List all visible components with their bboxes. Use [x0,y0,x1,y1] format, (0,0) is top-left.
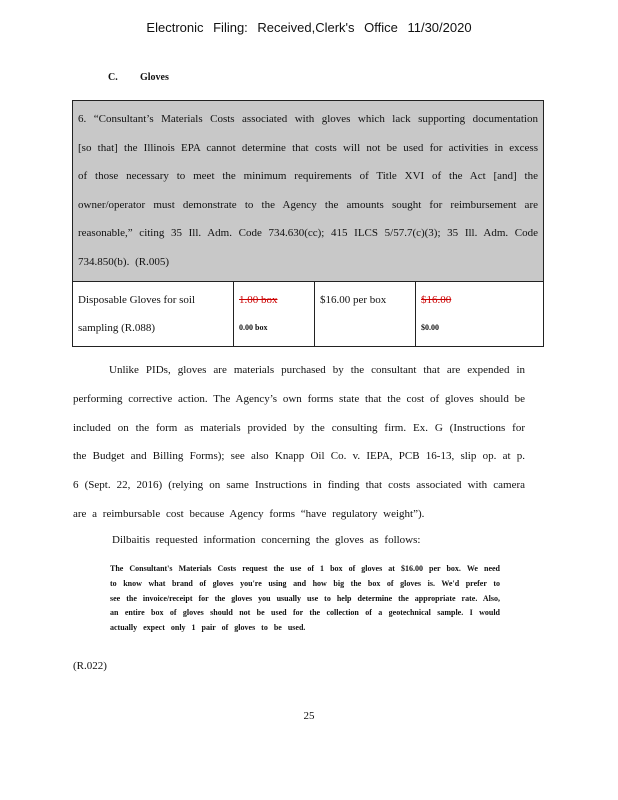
record-citation: (R.022) [73,660,107,672]
original-total: $16.00 [421,293,452,306]
total-cell [416,281,544,346]
rate-cell [234,281,315,346]
denial-reason-quote: 6. “Consultant’s Materials Costs associated with gloves which lack supporting documentation [so that] the Illinois EPA cannot determine that costs will not be used for activities in excess of those necessary to meet the minimum requirements of Title XVI of the Act [and] the owner/operator must demonstrate to the Agency the amounts sought for reimbursement are reasonable,” citing 35 Ill. Adm. Code 734.630(cc); 415 ILCS 5/57.7(c)(3); 35 Ill. Adm. Code 734.850(b). (R.005) [73,101,544,282]
body-paragraph-1: Unlike PIDs, gloves are materials purchased by the consultant that are expended in performing corrective action. The Agency’s own forms state that the cost of gloves should be included on the form as materials provided by the consulting firm. Ex. G (Instructions for the Budget and Billing Forms); see also Knapp Oil Co. v. IEPA, PCB 16-13, slip op. at p. 6 (Sept. 22, 2016) (relying on same Instructions in finding that costs associated with camera are a reimbursable cost because Agency forms “have regulatory weight”). [73,364,525,520]
revised-total: $0.00 [421,322,439,332]
original-rate: 1.00 box [239,293,278,306]
revised-rate: 0.00 box [239,322,268,332]
item-description: Disposable Gloves for soil sampling (R.088) [73,281,234,346]
page-number: 25 [303,710,315,722]
body-paragraph-2: Dilbaitis requested information concerning the gloves as follows: [112,534,421,546]
filing-header: Electronic Filing: Received,Clerk's Office 11/30/2020 [146,20,472,35]
quoted-request: The Consultant's Materials Costs request the use of 1 box of gloves at $16.00 per box. We need to know what brand of gloves you're using and how big the box of gloves is. We'd prefer to see the invoice/receipt for the gloves you usually use to help determine the appropriate rate. Also, an entire box of gloves should not be used for the collection of a geotechnical sample. I would actually expect only 1 pair of gloves to be used. [110,564,500,633]
unit-price: $16.00 per box [315,281,416,346]
section-heading [108,72,169,83]
section-letter: C. [108,72,118,83]
denial-reason-table [72,100,544,347]
section-title: Gloves [140,72,169,83]
